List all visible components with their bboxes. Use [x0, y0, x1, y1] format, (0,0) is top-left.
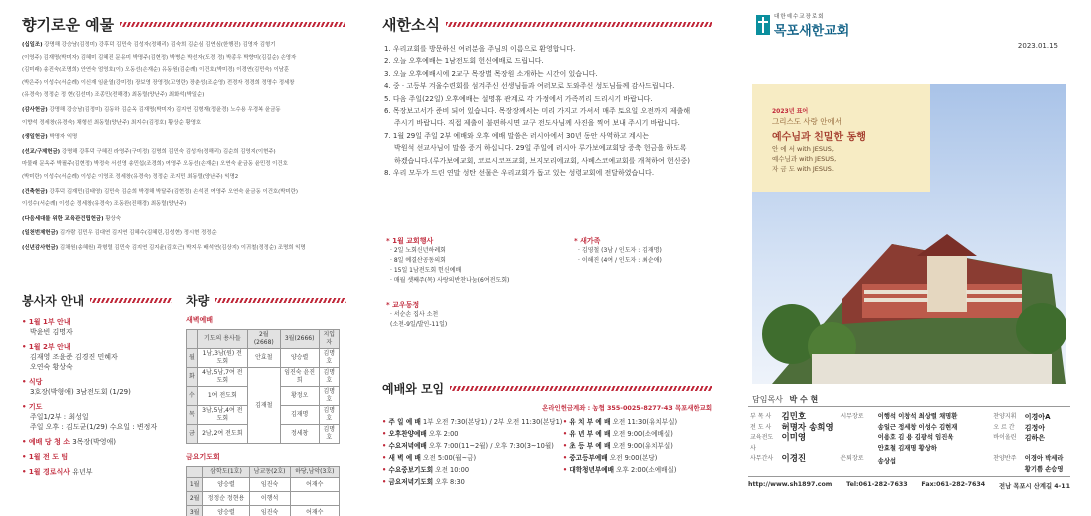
music-role: 오 르 간	[993, 423, 1015, 431]
staff-name: 허명자 송희영	[781, 422, 834, 433]
education-list	[386, 310, 526, 330]
service-head-label: 1월 전 도 팀	[28, 453, 69, 461]
offering-line	[22, 41, 345, 50]
offering-names: (박미란) 이성수(서순례) 이성순 이영조 정세창(유경숙) 정정순 조지민 최동렬(양난주) 익명2	[22, 173, 239, 180]
car-header-row	[187, 330, 340, 349]
elder-line: 안효철 김재명 황상하	[877, 444, 937, 452]
elder-role: 시무장로	[840, 413, 864, 420]
staff-name: 이미영	[781, 433, 807, 443]
offering-label: (신년감사헌금)	[22, 244, 59, 251]
worship-columns	[382, 416, 712, 488]
car-header-cell: 2월(2668)	[247, 330, 280, 349]
service-item	[22, 467, 172, 477]
afternoon-cell: 어재수	[290, 478, 339, 492]
event-item: · 2일 노회신년하례회	[390, 247, 446, 254]
offering-line	[22, 54, 345, 63]
news-title: 새한소식	[382, 16, 440, 34]
worship-right-list	[563, 416, 712, 488]
offering-line	[22, 91, 345, 100]
service-line: 오연숙 황상숙	[30, 363, 73, 371]
offering-names: 이성수(서순례) 이성순 정세창(유경숙) 조동완(진해경) 최동렬(양난주)	[22, 201, 187, 208]
news-item: 8. 우리 모두가 드린 연말 성탄 선물은 우리교회가 돕고 있는 성령교회에 전달하였습니다.	[384, 169, 655, 178]
worship-item	[382, 440, 563, 452]
bullet-icon: •	[562, 454, 570, 462]
car-cell: 화	[187, 368, 198, 387]
poster-line4: 예수님과 with JESUS,	[772, 155, 837, 163]
cross-icon	[756, 15, 770, 35]
afternoon-header-cell	[187, 467, 203, 478]
service-head	[22, 377, 172, 387]
bullet-icon: •	[22, 403, 29, 411]
footer	[748, 476, 1070, 490]
car-cell: 목	[187, 406, 198, 425]
offering-names: 김채원(송혜원) 곽형렬 김민숙 김지연 김지윤(김호근) 박지우 배석연(김상지) 이귀철(정정순) 조명희 익명	[59, 244, 306, 251]
events-box	[386, 236, 526, 330]
worship-time: 오전 11:30(유치부실)	[612, 418, 678, 426]
music-name: 이경아 박세라 황기쁨 손승영	[1024, 455, 1064, 473]
car-header-cell	[187, 330, 198, 349]
left-panel	[0, 0, 355, 516]
service-head-label: 예배 당 청 소	[28, 438, 71, 446]
staff-table	[748, 412, 1070, 475]
music-name: 김정아	[1024, 423, 1046, 432]
car-cell: 김명호	[319, 368, 339, 387]
offering-line	[22, 160, 345, 169]
worship-item	[563, 440, 712, 452]
car-section	[186, 292, 346, 516]
offering-line	[22, 66, 345, 75]
worship-title: 예배와 모임	[382, 382, 445, 396]
worship-name: 주 일 예 배	[388, 418, 421, 426]
worship-item	[563, 452, 712, 464]
offering-names: (유경숙) 정정순 정 현(김선미) 조종민(전해경) 최동렬(양난주) 최화석(박일순)	[22, 92, 205, 99]
service-line: 박윤빈 김명자	[30, 328, 73, 336]
news-list	[382, 43, 722, 179]
car-row	[187, 349, 340, 368]
worship-time: 오후 2:00(소예배실)	[616, 466, 677, 474]
worship-name: 수요중보기도회	[388, 466, 434, 474]
worship-item	[382, 476, 563, 488]
offering-line	[22, 79, 345, 88]
bullet-icon: •	[562, 430, 570, 438]
service-item	[22, 342, 172, 372]
offering-line	[22, 229, 345, 238]
afternoon-header-cell: 삼학도(1호)	[203, 467, 249, 478]
staff-name: 이경진	[781, 454, 807, 464]
car-header-cell: 기도의 용사들	[197, 330, 247, 349]
car-cell: 4남,5남,7여 전도회	[197, 368, 247, 387]
bullet-icon: •	[382, 418, 389, 426]
worship-time: 오전 9:00(유치부실)	[612, 442, 673, 450]
worship-item	[563, 416, 712, 428]
music-role: 바이올린	[993, 434, 1017, 441]
service-head-label: 식당	[28, 378, 43, 386]
car-section-title	[186, 292, 346, 309]
car-cell: 안효철	[247, 349, 280, 368]
worship-name: 오후찬양예배	[388, 430, 427, 438]
worship-name: 유 년 부 예 배	[569, 430, 611, 438]
newcomer-box	[574, 236, 714, 266]
service-head-label: 기도	[28, 403, 43, 411]
worship-time: 오후 8:30	[435, 478, 465, 486]
offering-line	[22, 244, 345, 253]
staff-name: 김민호	[781, 412, 807, 422]
offering-label: (십일조)	[22, 42, 43, 48]
offering-line	[22, 148, 345, 157]
offering-line	[22, 200, 345, 209]
church-name: 목포새한교회	[774, 23, 850, 39]
car-cell: 2남,2여 전도회	[197, 425, 247, 444]
events-title: * 1월 교회행사	[386, 237, 434, 245]
footer-address: 전남 목포시 산계길 4-11	[999, 483, 1070, 490]
news-item: 주시기 바랍니다. 직접 제출이 불편하시면 교구 전도사님께 사진을 찍어 보내 주시기 바랍니다.	[394, 119, 680, 128]
service-list	[22, 317, 172, 477]
afternoon-row	[187, 478, 340, 492]
middle-panel	[362, 0, 722, 516]
newcomer-list	[574, 246, 714, 266]
event-item: · 매월 셋째주(목) 사랑의반찬나눔(6여전도회)	[390, 277, 510, 284]
footer-tel: Tel:061-282-7633	[846, 481, 908, 488]
worship-name: 초 등 부 예 배	[569, 442, 611, 450]
car-cell: 양승렬	[280, 349, 319, 368]
car-cell: 1남,3남(원) 전도회	[197, 349, 247, 368]
worship-time: 오전 5:00(월~금)	[423, 454, 477, 462]
afternoon-cell: 임진숙	[249, 506, 290, 516]
car-cell: 김명호	[319, 425, 339, 444]
car-cell: 김재명	[280, 406, 319, 425]
event-item: · 15일 1남전도회 헌신예배	[390, 267, 462, 274]
worship-name: 중고등부예배	[569, 454, 608, 462]
offering-names: 이향석 정세창(유경숙) 채형선 최동렬(양난주) 최지수(김정호) 황상순 황영호	[22, 119, 202, 126]
offering-names: (김미래) 송진숙(조명희) 안연숙 엄영호(이) 오동선(손재순) 유동원(김순례) 이건호(박미경) 이경연(김민숙) 이남훈	[22, 67, 290, 74]
worship-left-list	[382, 416, 563, 488]
afternoon-cell: 임진숙	[249, 478, 290, 492]
car-row	[187, 368, 340, 387]
car-cell: 임진숙 윤진희	[280, 368, 319, 387]
offering-names: 김가람 김민우 김대연 김지연 김혜수(김혜린,김성현) 정시현 정정순	[59, 230, 217, 237]
offering-names: 강명해 강승남(김정미) 김동하 김순옥 김재명(박미자) 김지연 김형재(정윤경) 노수용 우경복 윤금동	[49, 106, 281, 113]
education-item: · 서순손 집사 소천	[390, 311, 439, 318]
elder-line: 송일근 정세창 이성수 김현재	[877, 423, 958, 431]
church-logo	[756, 10, 1080, 40]
offering-names: 강명해 강후덕 구혜진 라영주(구미정) 김명희 김민숙 김성자(정해리) 김순희 김영지(이현주)	[61, 148, 276, 155]
service-line: 김재영 조윤준 김경진 민혜자	[30, 353, 118, 361]
car-cell: 김명호	[319, 349, 339, 368]
news-item: 3. 오늘 오후예배시에 2교구 목장별 목장원 소개하는 시간이 있습니다.	[384, 69, 598, 78]
afternoon-cell: 정정순 정현용	[203, 492, 249, 506]
education-title: * 교우동정	[386, 301, 420, 309]
service-head	[22, 402, 172, 412]
news-item: 1. 우리교회를 방문하신 여러분을 주님의 이름으로 환영합니다.	[384, 45, 576, 53]
offering-names: 강명해 강승남(김정미) 강후덕 김민숙 김성자(정해리) 김숙희 김순심 김연심(한행진) 김영자 김형기	[44, 42, 276, 48]
car-cell: 1여 전도회	[197, 387, 247, 406]
service-head-label: 1월 2부 안내	[28, 343, 71, 351]
news-item: 4. 중 · 고등부 겨울수련회를 섬겨주신 선생님들과 여러모로 도와주신 성도님들께 감사드립니다.	[384, 82, 675, 91]
account-text: 온라인헌금계좌 : 농협 355-0025-8277-43 목포새한교회	[542, 404, 712, 412]
car-cell: 김명호	[319, 406, 339, 425]
worship-name: 수요저녁예배	[388, 442, 427, 450]
event-item: · 8일 예결산공동의회	[390, 257, 446, 264]
title-stripes	[450, 386, 712, 391]
service-section	[22, 292, 172, 482]
news-section-title	[382, 14, 712, 35]
afternoon-cell	[290, 492, 339, 506]
offering-line	[22, 133, 345, 142]
offering-label: (일천번제헌금)	[22, 230, 59, 237]
bullet-icon: •	[22, 468, 29, 476]
offering-names: (이영주) 김재명(박미자) 김혜미 김혜진 문유미 박명주(김현정) 박병순 박선자(도경 정) 박종우 박향미(김길순) 손영자	[22, 54, 297, 61]
car-cell: 김명호	[319, 387, 339, 406]
worship-item	[563, 428, 712, 440]
car-shared-driver: 김재철	[247, 368, 280, 444]
service-line: 주일 오후 : 김도균(1/29) 수요일 : 변정자	[30, 423, 158, 431]
service-section-title	[22, 292, 172, 309]
car-cell: 수	[187, 387, 198, 406]
footer-fax: Fax:061-282-7634	[921, 481, 986, 488]
retired-elder-role: 은퇴장로	[840, 455, 864, 462]
offering-names: 마물래 문옥주 박필주(김현정) 박정숙 서선영 송민섭(조경희) 여영주 오동선(손재순) 오연숙 윤금동 윤민정 이건호	[22, 161, 288, 168]
car-cell: 황정오	[280, 387, 319, 406]
worship-name: 대학청년부예배	[569, 466, 615, 474]
worship-item	[563, 464, 712, 476]
worship-item	[382, 428, 563, 440]
afternoon-row	[187, 492, 340, 506]
offering-label: (건축헌금)	[22, 188, 48, 195]
staff-role: 전 도 사	[750, 423, 772, 431]
newcomer-item: · 이해진 (4여 / 인도자 : 최순애)	[578, 257, 662, 264]
worship-time: 오전 9:00(본당)	[609, 454, 658, 462]
afternoon-subtitle: 금요기도회	[186, 453, 220, 461]
music-role: 찬양지휘	[993, 413, 1017, 420]
offering-line	[22, 119, 345, 128]
service-head	[22, 317, 172, 327]
offering-names: (박은주) 이성수(서순례) 이신재 임윤열(강미정) 장보영 장영정(고영란) 장춘성(조순영) 전경자 정경희 정명수 정세창	[22, 79, 295, 86]
worship-name: 금요저녁기도회	[388, 478, 434, 486]
afternoon-cell: 1월	[187, 478, 203, 492]
music-role: 찬양반주	[993, 455, 1017, 462]
events-list	[386, 246, 526, 286]
afternoon-row	[187, 506, 340, 516]
divider	[748, 406, 1070, 407]
offering-names: 황상숙	[105, 215, 121, 222]
afternoon-cell: 이행석	[249, 492, 290, 506]
offering-line	[22, 173, 345, 182]
newcomer-title: * 새가족	[574, 237, 601, 245]
bullet-icon: •	[562, 418, 570, 426]
service-item	[22, 437, 172, 447]
bullet-icon: •	[382, 454, 389, 462]
bullet-icon: •	[22, 318, 29, 326]
offering-line	[22, 106, 345, 115]
pastor-label: 담임목사	[752, 395, 783, 404]
pastor-row	[752, 394, 818, 405]
offering-line	[22, 215, 345, 224]
offering-list	[22, 41, 345, 253]
car-cell: 금	[187, 425, 198, 444]
service-head	[22, 342, 172, 352]
worship-time: 1부 오전 7:30(본당1) / 2부 오전 11:30(본당1)	[423, 418, 563, 426]
title-stripes	[90, 298, 172, 303]
right-panel	[740, 0, 1080, 516]
afternoon-header-cell: 하당,남악(3호)	[290, 467, 339, 478]
retired-elder: 송상섭	[877, 458, 896, 465]
service-item	[22, 402, 172, 432]
service-inline: 3목장(박영애)	[72, 438, 117, 446]
news-item: 박원석 선교사님이 말씀 증거 하십니다. 29일 주일에 러시아 루가보예교회당 증축 헌금을 하도록	[394, 144, 687, 153]
bullet-icon: •	[22, 438, 29, 446]
elder-line: 이행석 이창석 최상렬 채명환	[877, 413, 958, 420]
service-head	[22, 452, 172, 462]
staff-role: 교육전도사	[750, 434, 774, 452]
car-table	[186, 329, 340, 444]
car-subtitle: 새벽예배	[186, 316, 214, 324]
offering-names: 강후덕 김재민(김태영) 김민숙 김순희 박경해 박달주(김현정) 손석진 여영주 오연숙 윤금동 이건호(박미란)	[49, 188, 298, 195]
staff-role: 부 목 사	[750, 413, 772, 420]
afternoon-cell: 양승렬	[203, 506, 249, 516]
worship-time: 오전 10:00	[435, 466, 470, 474]
worship-item	[382, 452, 563, 464]
service-inline: 유년부	[72, 468, 93, 476]
cover-image	[752, 84, 1066, 384]
service-line: 주일1/2부 : 최성일	[30, 413, 89, 421]
car-cell: 3남,5남,4여 전도회	[197, 406, 247, 425]
afternoon-table	[186, 466, 340, 516]
car-header-cell: 지입자	[319, 330, 339, 349]
worship-time: 오후 2:00	[428, 430, 459, 438]
offering-label: (생일헌금)	[22, 134, 48, 141]
elder-line: 이용호 김 용 김광석 임진욱	[877, 434, 954, 441]
afternoon-cell: 어재수	[290, 506, 339, 516]
bullet-icon: •	[382, 430, 389, 438]
offering-label: (선교/구제헌금)	[22, 148, 61, 155]
afternoon-cell: 양승렬	[203, 478, 249, 492]
car-header-cell: 3월(2666)	[280, 330, 319, 349]
poster-line3: 안 에 서 with JESUS,	[772, 145, 834, 153]
service-head	[22, 437, 172, 447]
offering-names: 박명자 익명	[49, 134, 78, 141]
news-item: 하겠습니다.(루가보예교회, 코르시코프교회, 브지모리에교회, 사베스코예교회를 개척하여 헌신중)	[394, 156, 690, 165]
title-stripes	[120, 22, 345, 27]
poster-line1: 그리스도 사랑 안에서	[772, 117, 842, 126]
worship-name: 유 치 부 예 배	[569, 418, 611, 426]
worship-item	[382, 416, 563, 428]
poster-line5: 자 금 도 with JESUS.	[772, 165, 834, 173]
service-head-label: 1월 경로식사	[28, 468, 71, 476]
bullet-icon: •	[382, 466, 389, 474]
service-item	[22, 317, 172, 337]
offering-line	[22, 188, 345, 197]
service-line: 3호장(박형애) 3남전도회 (1/29)	[30, 388, 131, 396]
worship-section	[382, 380, 712, 488]
news-item: 6. 목장보고서가 준비 되어 있습니다. 목장장께서는 미리 가지고 가셔서 매주 토요일 오전까지 제출해	[384, 107, 691, 116]
worship-section-title	[382, 380, 712, 397]
service-item	[22, 452, 172, 462]
service-head-label: 1월 1부 안내	[28, 318, 71, 326]
church-denomination: 대한예수교장로회	[774, 13, 825, 20]
afternoon-header-cell: 남교동(2호)	[249, 467, 290, 478]
afternoon-cell: 2월	[187, 492, 203, 506]
title-stripes	[215, 298, 346, 303]
worship-name: 새 벽 예 배	[388, 454, 421, 462]
music-name: 김하은	[1024, 434, 1046, 442]
offering-label: (감사헌금)	[22, 106, 48, 113]
offering-label: (다음세대를 위한 교육관건립헌금)	[22, 215, 104, 222]
worship-time: 오전 9:00(소예배실)	[612, 430, 673, 438]
newcomer-item: · 김영철 (3남 / 인도자 : 김재명)	[578, 247, 662, 254]
pastor-name: 박 수 현	[789, 395, 819, 404]
poster-year: 2023년 표어	[772, 108, 809, 115]
offering-section-title	[22, 14, 345, 35]
news-item: 7. 1월 29일 주일 2부 예배와 오후 예배 말씀은 러시아에서 30년 동안 사역하고 계시는	[384, 131, 650, 140]
elder-list	[876, 412, 992, 475]
afternoon-header-row	[187, 467, 340, 478]
bullet-icon: •	[22, 378, 29, 386]
bulletin-date: 2023.01.15	[1017, 42, 1058, 50]
bullet-icon: •	[382, 478, 389, 486]
service-title: 봉사자 안내	[22, 294, 85, 308]
service-head	[22, 467, 172, 477]
car-cell: 정세창	[280, 425, 319, 444]
footer-url[interactable]: http://www.sh1897.com	[748, 481, 833, 488]
car-title: 차량	[186, 294, 210, 308]
bullet-icon: •	[22, 343, 29, 351]
music-name: 이경아A	[1024, 413, 1051, 421]
offering-title: 향기로운 예물	[22, 16, 115, 34]
bullet-icon: •	[562, 466, 570, 474]
car-cell: 월	[187, 349, 198, 368]
worship-time: 오후 7:00(11~2월) / 오후 7:30(3~10월)	[428, 442, 554, 450]
title-stripes	[446, 22, 712, 27]
education-item: (소천-9일/발인-11일)	[390, 321, 448, 328]
service-item	[22, 377, 172, 397]
news-item: 2. 오늘 오후예배는 1남전도회 헌신예배로 드립니다.	[384, 57, 544, 66]
news-item: 5. 다음 주일(22일) 오후예배는 설명휴 관계로 각 가정에서 가족끼리 드리시기 바랍니다.	[384, 94, 653, 103]
bullet-icon: •	[382, 442, 389, 450]
worship-item	[382, 464, 563, 476]
poster-line2: 예수님과 친밀한 동행	[772, 132, 866, 143]
bullet-icon: •	[22, 453, 29, 461]
afternoon-cell: 3월	[187, 506, 203, 516]
bullet-icon: •	[562, 442, 570, 450]
staff-role: 사무간사	[750, 455, 774, 462]
